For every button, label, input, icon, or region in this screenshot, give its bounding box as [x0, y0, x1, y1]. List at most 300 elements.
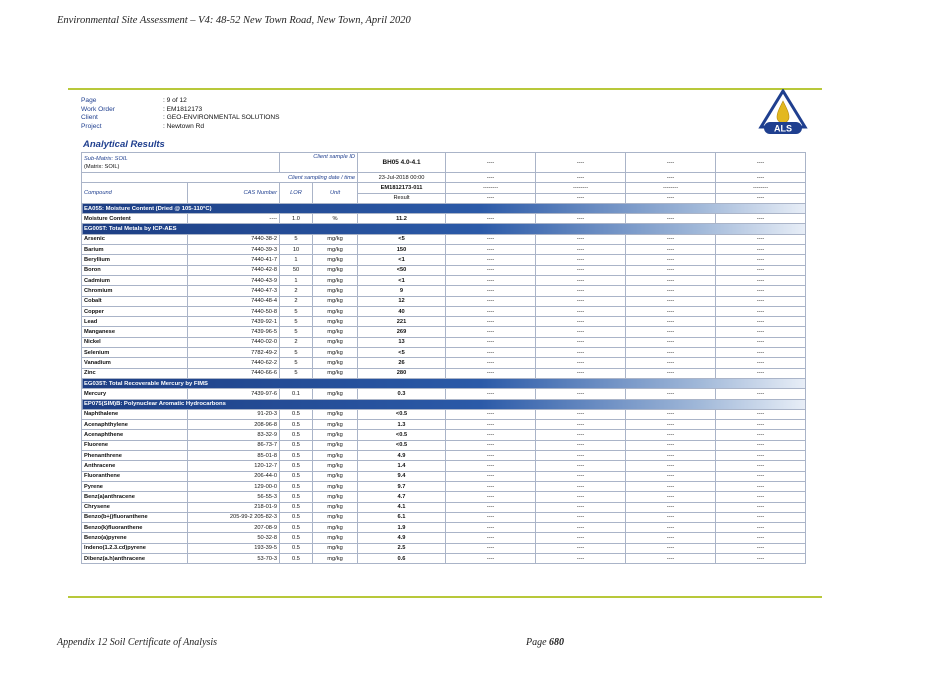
- result-value: <50: [358, 265, 446, 275]
- dash-cell: ----: [716, 502, 806, 512]
- result-value: 4.9: [358, 451, 446, 461]
- result-value: 9: [358, 286, 446, 296]
- table-row: [82, 275, 806, 285]
- dash-cell: ----: [446, 245, 536, 255]
- dash-cell: ----: [626, 492, 716, 502]
- result-value: <5: [358, 234, 446, 244]
- dash-cell: ----: [446, 440, 536, 450]
- cas-number: 129-00-0: [188, 481, 280, 491]
- footer-appendix: Appendix 12 Soil Certificate of Analysis: [57, 637, 218, 648]
- unit-value: mg/kg: [313, 492, 358, 502]
- result-value: 2.5: [358, 543, 446, 553]
- dash-cell: ----: [446, 389, 536, 399]
- cas-number: 53-70-3: [188, 553, 280, 563]
- dash-cell: ----: [536, 523, 626, 533]
- section-title: EG005T: Total Metals by ICP-AES: [82, 224, 806, 234]
- lor-label: LOR: [280, 183, 313, 204]
- long-dash-cell: --------: [446, 183, 536, 193]
- result-value: 9.7: [358, 481, 446, 491]
- result-value: 6.1: [358, 512, 446, 522]
- cas-number: 7440-42-8: [188, 265, 280, 275]
- dash-cell: ----: [536, 471, 626, 481]
- dash-cell: ----: [716, 286, 806, 296]
- sampling-date-label: Client sampling date / time: [82, 173, 358, 183]
- dash-cell: ----: [446, 523, 536, 533]
- compound-name: Vanadium: [82, 358, 188, 368]
- dash-cell: ----: [446, 358, 536, 368]
- unit-value: mg/kg: [313, 265, 358, 275]
- dash-cell: ----: [536, 368, 626, 378]
- dash-cell: ----: [446, 327, 536, 337]
- cas-number: 91-20-3: [188, 409, 280, 419]
- compound-name: Copper: [82, 306, 188, 316]
- unit-value: mg/kg: [313, 461, 358, 471]
- dash-cell: ----: [626, 451, 716, 461]
- table-row: [82, 492, 806, 502]
- dash-cell: ----: [626, 420, 716, 430]
- dash-cell: ----: [446, 512, 536, 522]
- lor-value: 1: [280, 275, 313, 285]
- table-row: [82, 296, 806, 306]
- dash-cell: ----: [626, 471, 716, 481]
- compound-name: Nickel: [82, 337, 188, 347]
- table-row: [82, 461, 806, 471]
- unit-value: mg/kg: [313, 327, 358, 337]
- lor-value: 5: [280, 306, 313, 316]
- lor-value: 1: [280, 255, 313, 265]
- table-row: [82, 523, 806, 533]
- dash-cell: ----: [716, 492, 806, 502]
- table-row: [82, 358, 806, 368]
- dash-cell: ----: [446, 265, 536, 275]
- compound-name: Pyrene: [82, 481, 188, 491]
- dash-cell: ----: [446, 430, 536, 440]
- unit-value: mg/kg: [313, 533, 358, 543]
- unit-value: mg/kg: [313, 275, 358, 285]
- result-value: 26: [358, 358, 446, 368]
- unit-value: mg/kg: [313, 430, 358, 440]
- dash-cell: ----: [716, 214, 806, 224]
- unit-value: %: [313, 214, 358, 224]
- dash-cell: ----: [536, 173, 626, 183]
- lor-value: 0.5: [280, 502, 313, 512]
- dash-cell: ----: [536, 234, 626, 244]
- compound-name: Mercury: [82, 389, 188, 399]
- lor-value: 10: [280, 245, 313, 255]
- matrix-cell: Sub-Matrix: SOIL (Matrix: SOIL): [82, 153, 280, 173]
- cas-label: CAS Number: [188, 183, 280, 204]
- dash-cell: ----: [716, 193, 806, 203]
- dash-cell: ----: [716, 512, 806, 522]
- result-value: 1.3: [358, 420, 446, 430]
- compound-name: Anthracene: [82, 461, 188, 471]
- dash-cell: ----: [536, 512, 626, 522]
- result-value: 150: [358, 245, 446, 255]
- dash-cell: ----: [446, 492, 536, 502]
- dash-cell: ----: [716, 409, 806, 419]
- meta-label: Project: [81, 122, 102, 130]
- lor-value: 0.5: [280, 430, 313, 440]
- dash-cell: ----: [716, 173, 806, 183]
- result-value: <1: [358, 255, 446, 265]
- compound-name: Moisture Content: [82, 214, 188, 224]
- dash-cell: ----: [536, 214, 626, 224]
- meta-value: : 9 of 12: [163, 97, 187, 104]
- result-value: 0.6: [358, 553, 446, 563]
- dash-cell: ----: [536, 317, 626, 327]
- dash-cell: ----: [716, 533, 806, 543]
- lor-value: 0.5: [280, 512, 313, 522]
- cas-number: 56-55-3: [188, 492, 280, 502]
- table-row: [82, 286, 806, 296]
- dash-cell: ----: [716, 553, 806, 563]
- lor-value: 2: [280, 296, 313, 306]
- table-row: [82, 481, 806, 491]
- compound-name: Acenaphthylene: [82, 420, 188, 430]
- dash-cell: ----: [536, 440, 626, 450]
- footer-page: [526, 637, 564, 648]
- compound-name: Arsenic: [82, 234, 188, 244]
- page-header: Environmental Site Assessment – V4: 48-52 New Town Road, New Town, April 2020: [57, 15, 411, 26]
- result-value: <5: [358, 348, 446, 358]
- dash-cell: ----: [446, 461, 536, 471]
- dash-cell: ----: [446, 153, 536, 173]
- lor-value: 0.5: [280, 492, 313, 502]
- cas-number: 7440-43-9: [188, 275, 280, 285]
- dash-cell: ----: [626, 265, 716, 275]
- dash-cell: ----: [536, 306, 626, 316]
- meta-label: Page: [81, 97, 97, 104]
- unit-value: mg/kg: [313, 440, 358, 450]
- dash-cell: ----: [536, 265, 626, 275]
- dash-cell: ----: [446, 368, 536, 378]
- lor-value: 0.5: [280, 481, 313, 491]
- table-row: [82, 471, 806, 481]
- result-value: 13: [358, 337, 446, 347]
- dash-cell: ----: [716, 481, 806, 491]
- dash-cell: ----: [536, 533, 626, 543]
- result-value: 1.4: [358, 461, 446, 471]
- long-dash-cell: --------: [536, 183, 626, 193]
- compound-name: Chromium: [82, 286, 188, 296]
- client-sample-id-label: Client sample ID: [280, 153, 358, 173]
- dash-cell: ----: [536, 389, 626, 399]
- cas-number: 218-01-9: [188, 502, 280, 512]
- dash-cell: ----: [716, 296, 806, 306]
- cas-number: 50-32-8: [188, 533, 280, 543]
- unit-value: mg/kg: [313, 337, 358, 347]
- logo-text: ALS: [774, 123, 792, 134]
- lor-value: 5: [280, 317, 313, 327]
- dash-cell: ----: [626, 296, 716, 306]
- cas-number: 193-39-5: [188, 543, 280, 553]
- dash-cell: ----: [536, 451, 626, 461]
- dash-cell: ----: [626, 327, 716, 337]
- sample-id: BH05 4.0-4.1: [358, 153, 446, 173]
- table-row: [82, 234, 806, 244]
- table-row: [82, 306, 806, 316]
- dash-cell: ----: [626, 502, 716, 512]
- compound-name: Acenaphthene: [82, 430, 188, 440]
- cas-number: 7440-39-3: [188, 245, 280, 255]
- unit-value: mg/kg: [313, 358, 358, 368]
- unit-value: mg/kg: [313, 348, 358, 358]
- compound-name: Fluorene: [82, 440, 188, 450]
- dash-cell: ----: [536, 296, 626, 306]
- dash-cell: ----: [536, 286, 626, 296]
- cas-number: 7440-41-7: [188, 255, 280, 265]
- lor-value: 0.5: [280, 451, 313, 461]
- cas-number: 7782-49-2: [188, 348, 280, 358]
- dash-cell: ----: [536, 327, 626, 337]
- dash-cell: ----: [446, 409, 536, 419]
- table-row: [82, 368, 806, 378]
- dash-cell: ----: [716, 430, 806, 440]
- dash-cell: ----: [716, 327, 806, 337]
- dash-cell: ----: [626, 348, 716, 358]
- lor-value: 50: [280, 265, 313, 275]
- table-row: [82, 533, 806, 543]
- dash-cell: ----: [626, 409, 716, 419]
- table-row: [82, 265, 806, 275]
- cas-number: 83-32-9: [188, 430, 280, 440]
- result-value: 269: [358, 327, 446, 337]
- lor-value: 2: [280, 286, 313, 296]
- result-value: 4.7: [358, 492, 446, 502]
- compound-name: Beryllium: [82, 255, 188, 265]
- dash-cell: ----: [446, 502, 536, 512]
- dash-cell: ----: [446, 543, 536, 553]
- table-row: [82, 327, 806, 337]
- unit-value: mg/kg: [313, 389, 358, 399]
- dash-cell: ----: [626, 153, 716, 173]
- dash-cell: ----: [716, 255, 806, 265]
- lor-value: 0.5: [280, 461, 313, 471]
- cas-number: 208-96-8: [188, 420, 280, 430]
- compound-name: Cobalt: [82, 296, 188, 306]
- result-value: 1.9: [358, 523, 446, 533]
- dash-cell: ----: [716, 306, 806, 316]
- dash-cell: ----: [536, 420, 626, 430]
- compound-name: Dibenz(a.h)anthracene: [82, 553, 188, 563]
- header-row-sampling-date: [82, 173, 806, 183]
- table-row: [82, 348, 806, 358]
- unit-value: mg/kg: [313, 306, 358, 316]
- compound-name: Benzo(b+j)fluoranthene: [82, 512, 188, 522]
- result-value: 40: [358, 306, 446, 316]
- cas-number: 120-12-7: [188, 461, 280, 471]
- dash-cell: ----: [536, 430, 626, 440]
- unit-value: mg/kg: [313, 409, 358, 419]
- dash-cell: ----: [446, 275, 536, 285]
- dash-cell: ----: [626, 306, 716, 316]
- long-dash-cell: --------: [716, 183, 806, 193]
- compound-name: Benz(a)anthracene: [82, 492, 188, 502]
- compound-name: Indeno(1.2.3.cd)pyrene: [82, 543, 188, 553]
- compound-name: Boron: [82, 265, 188, 275]
- lor-value: 5: [280, 348, 313, 358]
- table-row: [82, 337, 806, 347]
- cas-number: 7440-48-4: [188, 296, 280, 306]
- compound-name: Fluoranthene: [82, 471, 188, 481]
- dash-cell: ----: [446, 317, 536, 327]
- dash-cell: ----: [536, 275, 626, 285]
- lor-value: 0.5: [280, 543, 313, 553]
- dash-cell: ----: [626, 461, 716, 471]
- page-title: Analytical Results: [83, 139, 165, 150]
- dash-cell: ----: [536, 543, 626, 553]
- dash-cell: ----: [446, 481, 536, 491]
- cas-number: 7439-92-1: [188, 317, 280, 327]
- lor-value: 5: [280, 234, 313, 244]
- lor-value: 0.5: [280, 471, 313, 481]
- table-row: [82, 543, 806, 553]
- unit-value: mg/kg: [313, 296, 358, 306]
- dash-cell: ----: [536, 409, 626, 419]
- cas-number: 7440-62-2: [188, 358, 280, 368]
- dash-cell: ----: [446, 553, 536, 563]
- unit-value: mg/kg: [313, 481, 358, 491]
- header-row-sample-id: [82, 153, 806, 173]
- dash-cell: ----: [446, 306, 536, 316]
- dash-cell: ----: [536, 461, 626, 471]
- cas-number: 7440-38-2: [188, 234, 280, 244]
- section-header: [82, 203, 806, 213]
- lab-id: EM1812173-011: [358, 183, 446, 193]
- dash-cell: ----: [626, 337, 716, 347]
- dash-cell: ----: [536, 502, 626, 512]
- dash-cell: ----: [716, 368, 806, 378]
- dash-cell: ----: [626, 286, 716, 296]
- unit-value: mg/kg: [313, 512, 358, 522]
- lor-value: 0.5: [280, 533, 313, 543]
- dash-cell: ----: [716, 348, 806, 358]
- dash-cell: ----: [626, 368, 716, 378]
- lor-value: 0.5: [280, 440, 313, 450]
- dash-cell: ----: [626, 512, 716, 522]
- result-value: 4.9: [358, 533, 446, 543]
- table-row: [82, 440, 806, 450]
- dash-cell: ----: [716, 420, 806, 430]
- result-value: <0.5: [358, 409, 446, 419]
- result-value: <1: [358, 275, 446, 285]
- unit-value: mg/kg: [313, 255, 358, 265]
- unit-value: mg/kg: [313, 553, 358, 563]
- dash-cell: ----: [536, 255, 626, 265]
- unit-value: mg/kg: [313, 286, 358, 296]
- dash-cell: ----: [446, 348, 536, 358]
- meta-value: : GEO-ENVIRONMENTAL SOLUTIONS: [163, 114, 280, 122]
- cas-number: 7440-02-0: [188, 337, 280, 347]
- dash-cell: ----: [536, 153, 626, 173]
- cas-number: 7439-97-6: [188, 389, 280, 399]
- compound-label: Compound: [82, 183, 188, 204]
- bottom-divider: [68, 596, 822, 598]
- table-row: [82, 245, 806, 255]
- unit-value: mg/kg: [313, 523, 358, 533]
- cas-number: 207-08-9: [188, 523, 280, 533]
- table-row: [82, 409, 806, 419]
- cas-number: ----: [188, 214, 280, 224]
- compound-name: Lead: [82, 317, 188, 327]
- cas-number: 205-99-2 205-82-3: [188, 512, 280, 522]
- dash-cell: ----: [536, 245, 626, 255]
- dash-cell: ----: [626, 214, 716, 224]
- meta-value: : EM1812173: [163, 105, 203, 113]
- table-row: [82, 317, 806, 327]
- compound-name: Zinc: [82, 368, 188, 378]
- section-title: EP075(SIM)B: Polynuclear Aromatic Hydrocarbons: [82, 399, 806, 409]
- section-header: [82, 378, 806, 388]
- dash-cell: ----: [536, 358, 626, 368]
- result-label: Result: [358, 193, 446, 203]
- lor-value: 5: [280, 368, 313, 378]
- sampling-date: 23-Jul-2018 00:00: [358, 173, 446, 183]
- dash-cell: ----: [536, 193, 626, 203]
- dash-cell: ----: [536, 553, 626, 563]
- top-divider: [68, 88, 822, 90]
- unit-value: mg/kg: [313, 234, 358, 244]
- compound-name: Manganese: [82, 327, 188, 337]
- cas-number: 7440-50-8: [188, 306, 280, 316]
- table-row: [82, 553, 806, 563]
- table-row: [82, 214, 806, 224]
- dash-cell: ----: [716, 451, 806, 461]
- table-row: [82, 255, 806, 265]
- result-value: 4.1: [358, 502, 446, 512]
- cas-number: 7440-66-6: [188, 368, 280, 378]
- table-row: [82, 512, 806, 522]
- unit-value: mg/kg: [313, 420, 358, 430]
- dash-cell: ----: [626, 245, 716, 255]
- section-title: EG035T: Total Recoverable Mercury by FIMS: [82, 378, 806, 388]
- unit-value: mg/kg: [313, 471, 358, 481]
- section-title: EA055: Moisture Content (Dried @ 105-110°C): [82, 203, 806, 213]
- dash-cell: ----: [446, 296, 536, 306]
- dash-cell: ----: [716, 275, 806, 285]
- footer-page-number: 680: [549, 637, 565, 648]
- dash-cell: ----: [626, 440, 716, 450]
- section-header: [82, 399, 806, 409]
- compound-name: Benzo(k)fluoranthene: [82, 523, 188, 533]
- dash-cell: ----: [446, 214, 536, 224]
- dash-cell: ----: [446, 471, 536, 481]
- dash-cell: ----: [626, 481, 716, 491]
- dash-cell: ----: [536, 348, 626, 358]
- dash-cell: ----: [716, 523, 806, 533]
- result-value: 221: [358, 317, 446, 327]
- compound-name: Barium: [82, 245, 188, 255]
- dash-cell: ----: [626, 553, 716, 563]
- results-table: [81, 152, 806, 564]
- dash-cell: ----: [626, 533, 716, 543]
- long-dash-cell: --------: [626, 183, 716, 193]
- lor-value: 2: [280, 337, 313, 347]
- dash-cell: ----: [716, 389, 806, 399]
- table-row: [82, 451, 806, 461]
- cas-number: 85-01-8: [188, 451, 280, 461]
- footer-page-label: Page: [526, 637, 547, 648]
- compound-name: Chrysene: [82, 502, 188, 512]
- lor-value: 5: [280, 358, 313, 368]
- lor-value: 0.5: [280, 523, 313, 533]
- dash-cell: ----: [716, 265, 806, 275]
- dash-cell: ----: [716, 317, 806, 327]
- dash-cell: ----: [626, 430, 716, 440]
- dash-cell: ----: [626, 543, 716, 553]
- meta-value: : Newtown Rd: [163, 122, 205, 130]
- meta-label: Client: [81, 114, 98, 122]
